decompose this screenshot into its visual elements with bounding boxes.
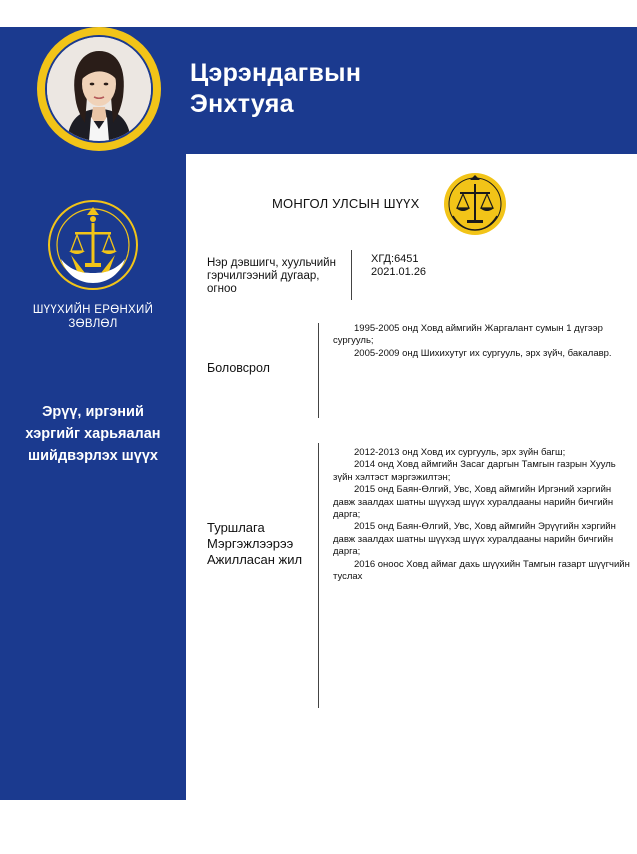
divider (351, 250, 352, 300)
divider (318, 443, 319, 708)
experience-label (207, 520, 317, 568)
experience-item: 2015 онд Баян-Өлгий, Увс, Ховд аймгийн Иргэний хэргийн давж заалдах шатны шүүхэд шүүх хуралдааны нарийн бичгийн дарга; (333, 484, 614, 521)
divider (318, 323, 319, 418)
role-line-3: шийдвэрлэх шүүх (28, 448, 158, 464)
portrait-image (47, 37, 151, 141)
education-item: 2005-2009 онд Шихихутуг их сургууль, эрх зүйч, бакалавр. (354, 347, 612, 359)
education-label: Боловсрол (207, 361, 270, 375)
education-list (333, 323, 631, 360)
experience-label-line-2: Мэргэжлээрээ (207, 536, 294, 551)
council-emblem-icon (47, 199, 139, 291)
experience-label-line-3: Ажилласан жил (207, 552, 303, 567)
council-name (0, 303, 186, 331)
certificate-value (371, 253, 426, 279)
council-name-line-2: ЗӨВЛӨЛ (68, 318, 118, 330)
name-line-2: Энхтуяа (190, 90, 294, 118)
name-line-1: Цэрэндагвын (190, 59, 362, 87)
experience-list (333, 447, 631, 583)
court-jurisdiction (0, 401, 186, 467)
person-name (190, 58, 361, 120)
certificate-label: Нэр дэвшигч, хуульчийн гэрчилгээний дугаар, огноо (207, 257, 336, 295)
experience-item: 2014 онд Ховд аймгийн Засаг даргын Тамгын газрын Хууль зүйн хэлтэст мэргэжилтэн; (333, 459, 616, 483)
council-name-line-1: ШҮҮХИЙН ЕРӨНХИЙ (32, 304, 154, 316)
education-item: 1995-2005 онд Ховд аймгийн Жаргалант сумын 1 дүгээр сургууль; (333, 323, 603, 347)
top-margin (0, 0, 637, 27)
experience-item: 2012-2013 онд Ховд их сургууль, эрх зүйн багш; (354, 447, 566, 458)
role-line-2: хэргийг харьяалан (25, 426, 161, 442)
court-emblem-icon (443, 172, 507, 236)
role-line-1: Эрүү, иргэний (42, 404, 144, 420)
court-title: МОНГОЛ УЛСЫН ШҮҮХ (272, 196, 420, 211)
experience-item: 2015 онд Баян-Өлгий, Увс, Ховд аймгийн Эрүүгийн хэргийн давж заалдах шатны шүүхэд шүүх хуралдааны нарийн бичгийн дарга; (333, 521, 616, 558)
avatar (45, 35, 153, 143)
experience-label-line-1: Туршлага (207, 520, 265, 535)
certificate-date: 2021.01.26 (371, 266, 427, 278)
certificate-number: ХГД:6451 (371, 253, 419, 265)
experience-item: 2016 оноос Ховд аймаг дахь шүүхийн Тамгын газарт шүүгчийн туслах (333, 558, 630, 583)
